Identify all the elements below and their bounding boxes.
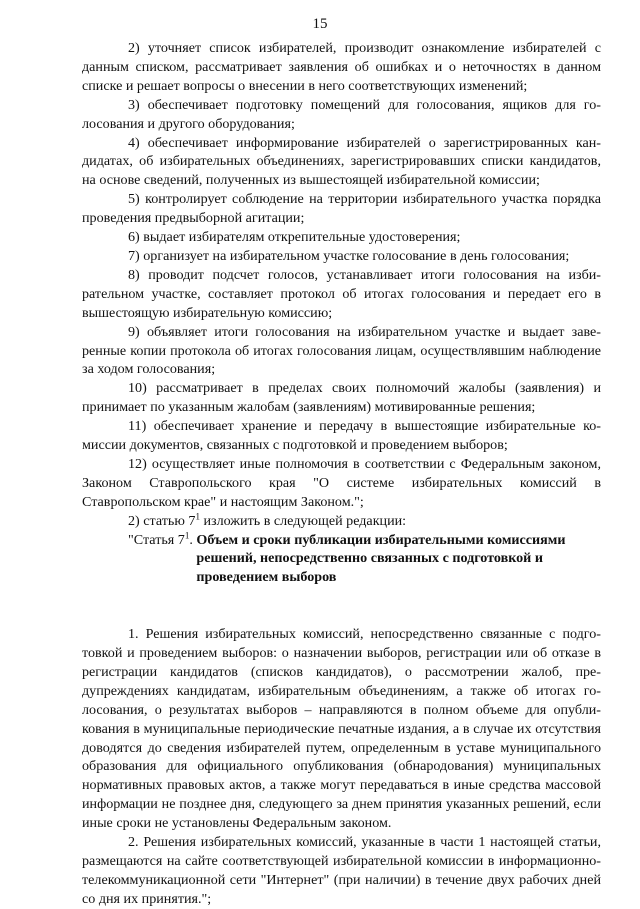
- article-paragraph: 2. Решения избирательных комиссий, указанные в части 1 настоящей статьи, размещаются на сайте соответствующей избирательной комиссии в информационно-телекоммуникационной сети "Интернет" (при наличии) в течение двух рабочих дней со дня их принятия.";: [82, 834, 601, 907]
- article-heading: [82, 531, 601, 588]
- article-heading-dot: .: [189, 531, 197, 548]
- list-item: 7) организует на избирательном участке голосование в день голосования;: [128, 247, 570, 264]
- list-item: 11) обеспечивает хранение и передачу в вышестоящие избирательные комиссии документов, связанных с подготовкой и проведением выборов;: [82, 418, 601, 454]
- article-heading-lead: [128, 531, 196, 588]
- list-item: 10) рассматривает в пределах своих полномочий жалобы (заявления) и принимает по указанным жалобам (заявлениям) мотивированные решения;: [82, 380, 601, 416]
- article-heading-title: Объем и сроки публикации избирательными комиссиями решений, непосредственно связанных с подготовкой и проведением выборов: [196, 531, 566, 586]
- document-body: [82, 39, 601, 909]
- list-item: 3) обеспечивает подготовку помещений для голосования, ящиков для голосования и другого оборудования;: [82, 96, 601, 132]
- amendment-intro-suffix: изложить в следующей редакции:: [199, 512, 407, 529]
- article-paragraph: 1. Решения избирательных комиссий, непосредственно связанные с подготовкой и проведением выборов: о назначении выборов, регистрации или об отказе в регистрации кандидатов (списков кандидатов), о рассмотрении жалоб, предупреждениях кандидатам, избирательным объединениям, а также об итогах голосования, о результатах выборов – направляются в полном объеме для опубликования в муниципальные периодические печатные издания, а в случае их отсутствия доводятся до сведения избирателей путем, определенным в уставе муниципального образования для официального опубликования (обнародования) муниципальных нормативных правовых актов, а также могут передаваться в иные средства массовой информации не позднее дня, следующего за днем принятия указанных решений, если иные сроки не установлены Федеральным законом.: [82, 626, 601, 832]
- list-item: 6) выдает избирателям открепительные удостоверения;: [128, 229, 461, 246]
- list-item: 12) осуществляет иные полномочия в соответствии с Федеральным законом, Законом Ставропольского края "О системе избирательных комиссий в Ставропольском крае" и настоящим Законом.";: [82, 455, 601, 510]
- article-heading-prefix: "Статья 7: [128, 531, 185, 548]
- list-item: 5) контролирует соблюдение на территории избирательного участка порядка проведения предвыборной агитации;: [82, 191, 601, 227]
- spacer: [82, 587, 601, 606]
- list-item: 2) уточняет список избирателей, производит ознакомление избирателей с данным списком, рассматривает заявления об ошибках и о неточностях в данном списке и решает вопросы о внесении в него соответствующих изменений;: [82, 40, 601, 94]
- amendment-intro: [82, 512, 601, 531]
- amendment-intro-prefix: 2) статью 7: [128, 512, 196, 529]
- spacer: [82, 606, 601, 625]
- list-item: 9) объявляет итоги голосования на избирательном участке и выдает заверенные копии протокола об итогах голосования лицам, осуществлявшим наблюдение за ходом голосования;: [82, 323, 601, 378]
- list-item: 8) проводит подсчет голосов, устанавливает итоги голосования на избирательном участке, составляет протокол об итогах голосования и передает его в вышестоящую избирательную комиссию;: [82, 266, 601, 321]
- article-heading-sup: 1: [184, 529, 190, 540]
- amendment-intro-sup: 1: [195, 510, 200, 521]
- page-number: 15: [312, 16, 328, 32]
- list-item: 4) обеспечивает информирование избирателей о зарегистрированных кандидатах, об избирательных объединениях, зарегистрировавших списки кандидатов, на основе сведений, полученных из вышестоящей избирательной комиссии;: [82, 134, 601, 189]
